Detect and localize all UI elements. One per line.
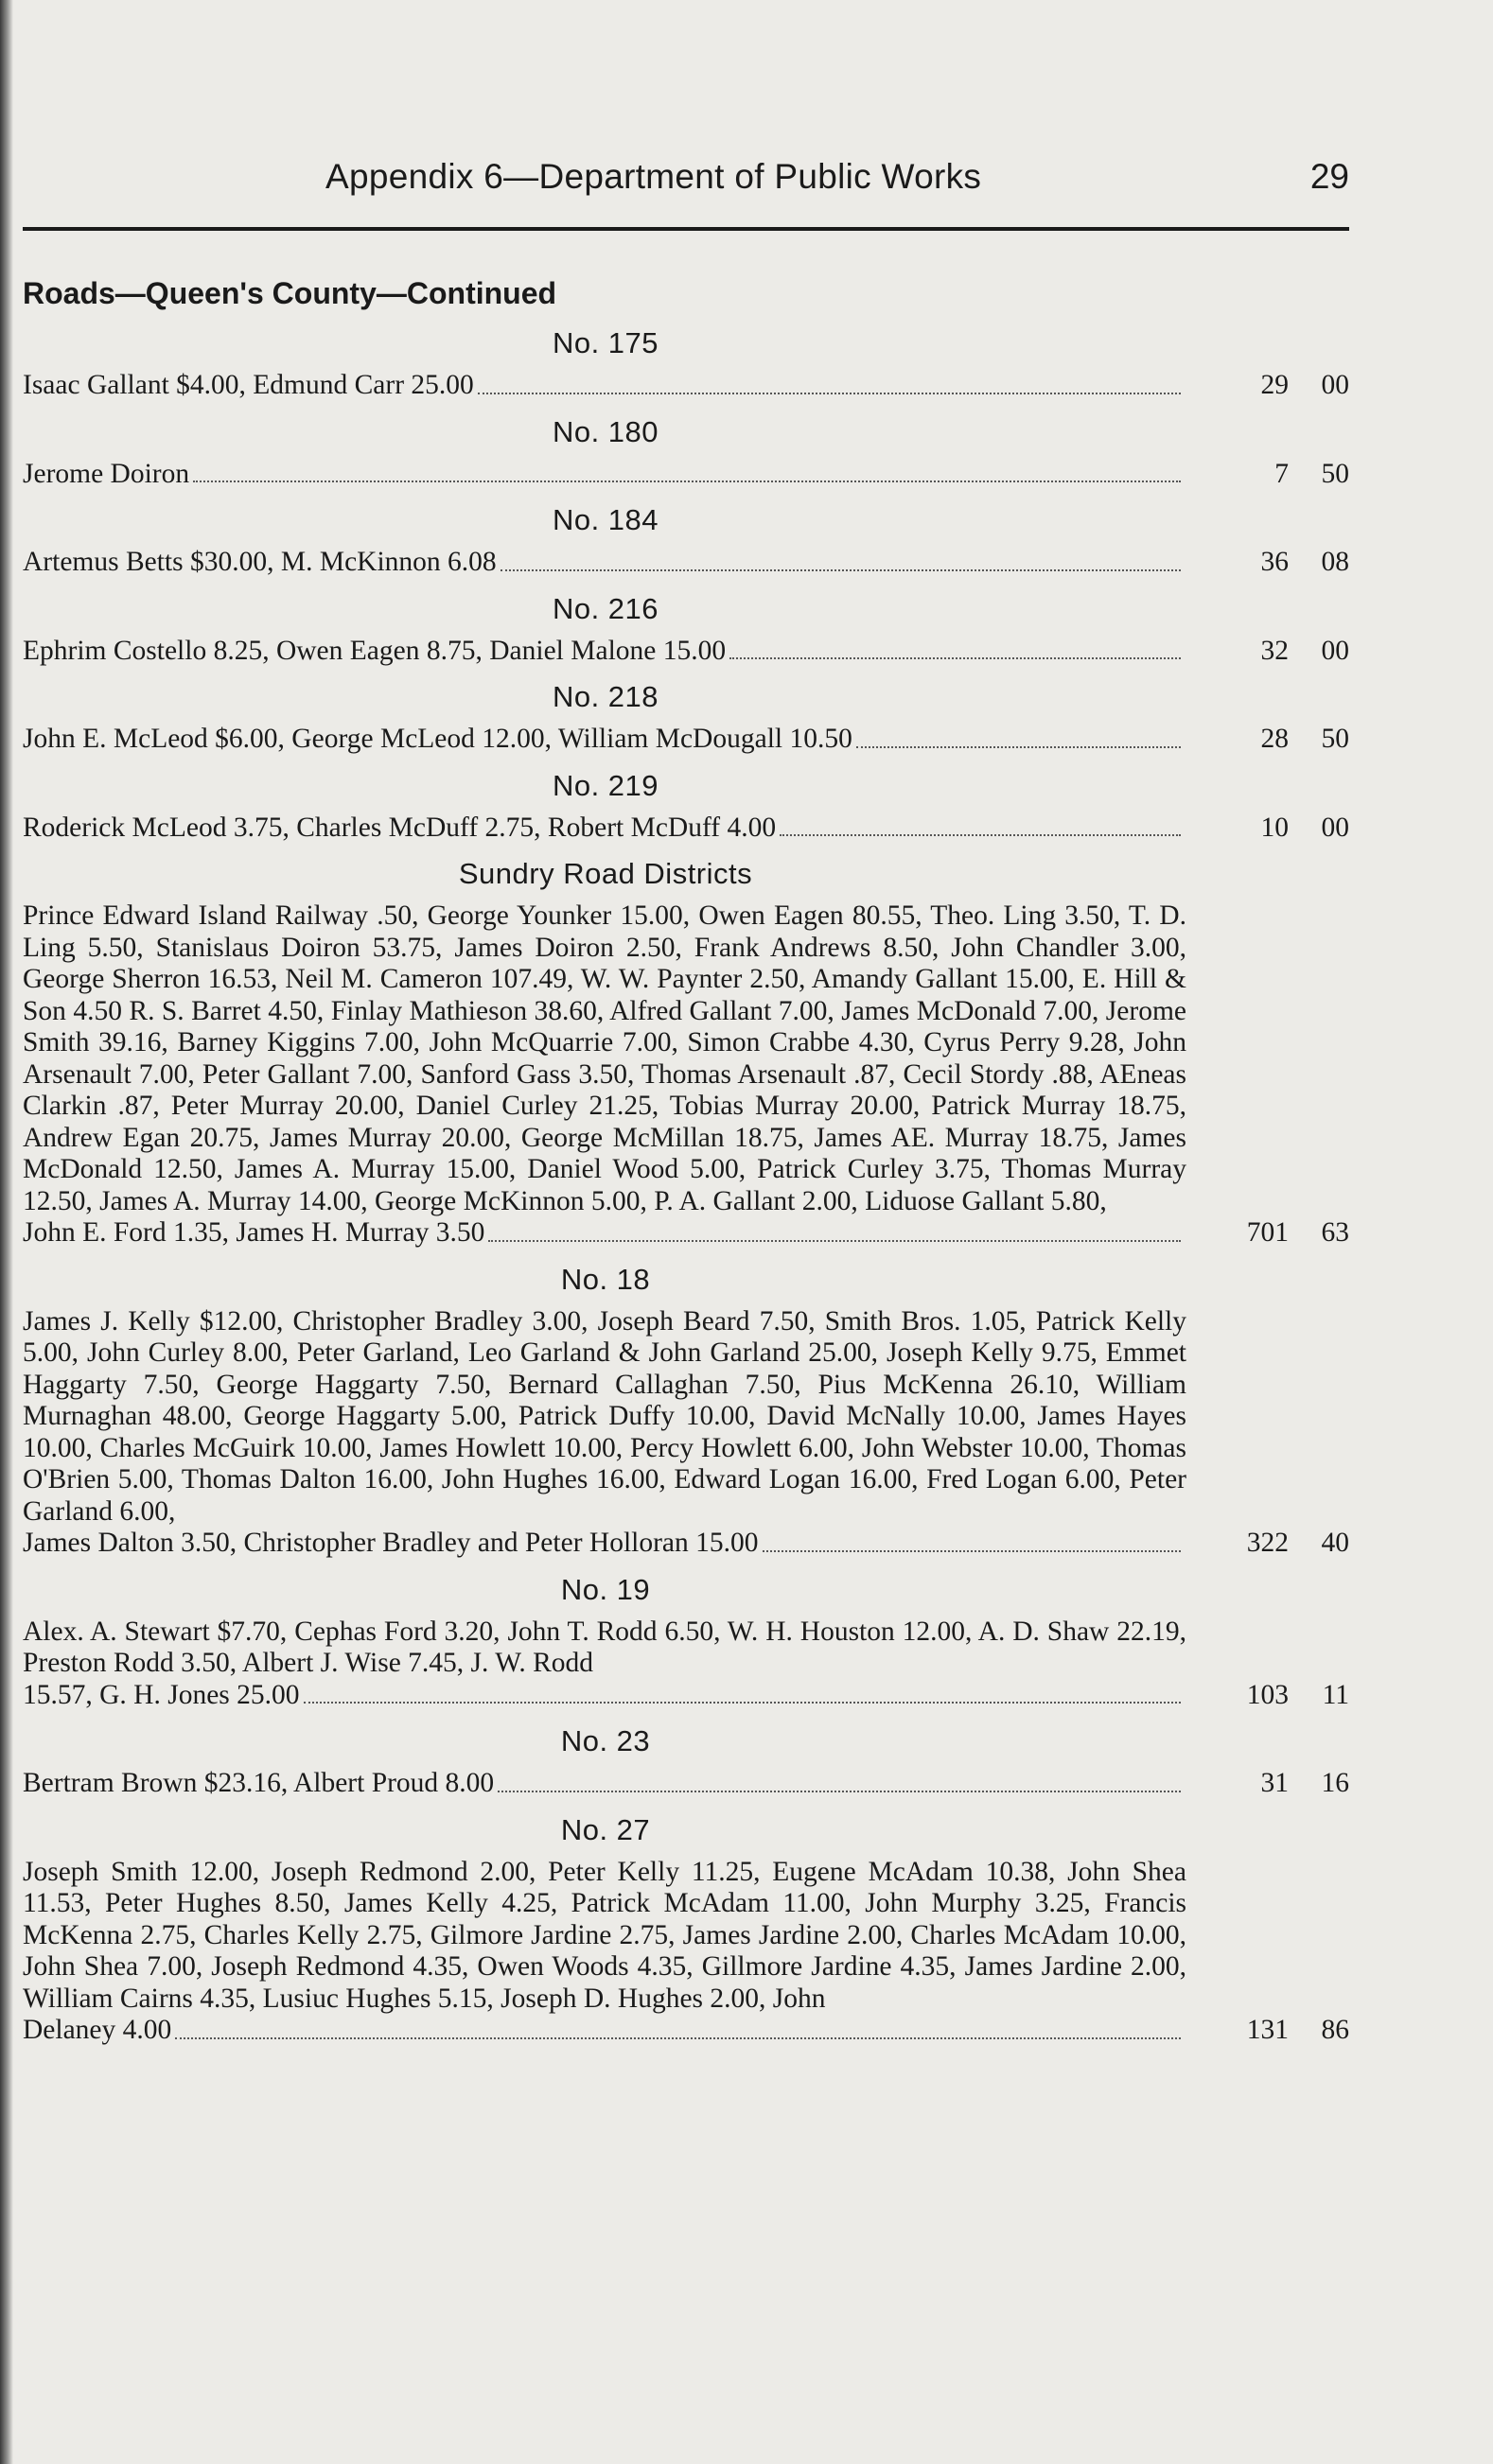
entry-last-line bbox=[23, 1680, 1186, 1712]
entry-amount bbox=[1186, 1528, 1349, 1560]
ledger-entry bbox=[23, 459, 1349, 491]
amount-cents: 00 bbox=[1321, 635, 1349, 666]
ledger-entry bbox=[23, 547, 1349, 579]
district-heading: No. 184 bbox=[552, 503, 659, 536]
entry-last-text: 15.57, G. H. Jones 25.00 bbox=[23, 1679, 300, 1710]
amount-dollars: 36 bbox=[1260, 547, 1289, 577]
dot-leader bbox=[501, 568, 1181, 571]
district-group bbox=[23, 415, 1349, 491]
page-header bbox=[23, 151, 1349, 208]
entry-line bbox=[23, 547, 1186, 579]
district-heading: No. 219 bbox=[552, 768, 659, 802]
ledger-entry bbox=[23, 1616, 1349, 1712]
entry-last-line bbox=[23, 1217, 1186, 1249]
entry-paragraph bbox=[23, 1616, 1186, 1712]
entry-paragraph bbox=[23, 1857, 1186, 2047]
amount-cents: 50 bbox=[1321, 458, 1349, 489]
entry-line bbox=[23, 370, 1186, 402]
entry-text: Ephrim Costello 8.25, Owen Eagen 8.75, Daniel Malone 15.00 bbox=[23, 635, 727, 666]
entry-amount bbox=[1186, 547, 1349, 579]
ledger-entry bbox=[23, 1768, 1349, 1800]
district-group bbox=[23, 1573, 1349, 1712]
entry-last-text: John E. Ford 1.35, James H. Murray 3.50 bbox=[23, 1217, 485, 1248]
document-body bbox=[23, 276, 1349, 2060]
ledger-entry bbox=[23, 370, 1349, 402]
dot-leader bbox=[193, 480, 1181, 482]
entry-amount bbox=[1186, 2015, 1349, 2047]
amount-cents: 08 bbox=[1321, 547, 1349, 577]
entry-line bbox=[23, 724, 1186, 756]
district-group bbox=[23, 857, 1349, 1249]
amount-dollars: 10 bbox=[1260, 812, 1289, 843]
amount-dollars: 701 bbox=[1246, 1217, 1289, 1248]
entry-text: Isaac Gallant $4.00, Edmund Carr 25.00 bbox=[23, 370, 474, 400]
amount-dollars: 32 bbox=[1260, 635, 1289, 666]
entry-amount bbox=[1186, 370, 1349, 402]
entry-line bbox=[23, 813, 1186, 845]
entry-amount bbox=[1186, 636, 1349, 668]
entry-line bbox=[23, 459, 1186, 491]
entry-amount bbox=[1186, 813, 1349, 845]
dot-leader bbox=[498, 1790, 1181, 1792]
amount-dollars: 103 bbox=[1246, 1679, 1289, 1710]
entry-last-line bbox=[23, 2015, 1186, 2047]
ledger-entry bbox=[23, 900, 1349, 1249]
district-group bbox=[23, 592, 1349, 668]
amount-dollars: 322 bbox=[1246, 1528, 1289, 1558]
section-title: Roads—Queen's County—Continued bbox=[23, 276, 557, 310]
district-heading: No. 218 bbox=[552, 680, 659, 713]
amount-dollars: 131 bbox=[1246, 2015, 1289, 2045]
entry-last-line bbox=[23, 1528, 1186, 1560]
district-group bbox=[23, 680, 1349, 756]
entry-paragraph bbox=[23, 1306, 1186, 1560]
entry-amount bbox=[1186, 724, 1349, 756]
entry-amount bbox=[1186, 1217, 1349, 1249]
dot-leader bbox=[304, 1701, 1181, 1704]
road-district-groups bbox=[23, 326, 1349, 2047]
dot-leader bbox=[729, 656, 1181, 659]
page-edge-shadow bbox=[0, 0, 13, 2464]
amount-dollars: 29 bbox=[1260, 370, 1289, 400]
dot-leader bbox=[175, 2036, 1181, 2039]
dot-leader bbox=[478, 392, 1181, 394]
dot-leader bbox=[488, 1239, 1181, 1242]
amount-dollars: 28 bbox=[1260, 724, 1289, 754]
amount-cents: 40 bbox=[1321, 1528, 1349, 1558]
district-group bbox=[23, 1724, 1349, 1800]
entry-line bbox=[23, 1768, 1186, 1800]
district-group bbox=[23, 1263, 1349, 1560]
ledger-entry bbox=[23, 1306, 1349, 1560]
district-heading: Sundry Road Districts bbox=[458, 857, 753, 890]
entry-line bbox=[23, 636, 1186, 668]
district-heading: No. 216 bbox=[552, 591, 659, 625]
ledger-entry bbox=[23, 813, 1349, 845]
entry-text: Jerome Doiron bbox=[23, 458, 190, 489]
entry-last-text: James Dalton 3.50, Christopher Bradley and Peter Holloran 15.00 bbox=[23, 1528, 759, 1558]
amount-cents: 50 bbox=[1321, 724, 1349, 754]
entry-body-text: Alex. A. Stewart $7.70, Cephas Ford 3.20, John T. Rodd 6.50, W. H. Houston 12.00, A. D. Shaw 22.19, Preston Rodd 3.50, Albert J. Wise 7.45, J. W. Rodd bbox=[23, 1616, 1186, 1678]
amount-cents: 00 bbox=[1321, 812, 1349, 843]
dot-leader bbox=[780, 833, 1181, 836]
district-heading: No. 18 bbox=[560, 1262, 651, 1296]
entry-text: Bertram Brown $23.16, Albert Proud 8.00 bbox=[23, 1768, 495, 1798]
entry-body-text: Joseph Smith 12.00, Joseph Redmond 2.00, Peter Kelly 11.25, Eugene McAdam 10.38, John Shea 11.53, Peter Hughes 8.50, James Kelly 4.25, Patrick McAdam 11.00, John Murphy 3.25, Francis McKenna 2.75, Charles Kelly 2.75, Gilmore Jardine 2.75, James Jardine 2.00, Charles McAdam 10.00, John Shea 7.00, Joseph Redmond 4.35, Owen Woods 4.35, Gillmore Jardine 4.35, James Jardine 2.00, William Cairns 4.35, Lusiuc Hughes 5.15, Joseph D. Hughes 2.00, John bbox=[23, 1856, 1186, 2014]
district-heading: No. 23 bbox=[560, 1724, 651, 1757]
district-group bbox=[23, 503, 1349, 579]
dot-leader bbox=[856, 745, 1181, 748]
ledger-entry bbox=[23, 636, 1349, 668]
amount-dollars: 7 bbox=[1274, 458, 1289, 489]
entry-amount bbox=[1186, 1680, 1349, 1712]
amount-cents: 63 bbox=[1321, 1217, 1349, 1248]
page-number: 29 bbox=[1309, 157, 1349, 196]
amount-cents: 11 bbox=[1322, 1679, 1349, 1710]
entry-text: Roderick McLeod 3.75, Charles McDuff 2.75, Robert McDuff 4.00 bbox=[23, 812, 777, 843]
amount-dollars: 31 bbox=[1260, 1768, 1289, 1798]
ledger-entry bbox=[23, 724, 1349, 756]
district-group bbox=[23, 769, 1349, 845]
entry-text: John E. McLeod $6.00, George McLeod 12.00, William McDougall 10.50 bbox=[23, 724, 852, 754]
amount-cents: 16 bbox=[1321, 1768, 1349, 1798]
entry-amount bbox=[1186, 459, 1349, 491]
ledger-entry bbox=[23, 1857, 1349, 2047]
district-heading: No. 27 bbox=[560, 1812, 651, 1846]
entry-body-text: James J. Kelly $12.00, Christopher Bradley 3.00, Joseph Beard 7.50, Smith Bros. 1.05, Patrick Kelly 5.00, John Curley 8.00, Peter Garland, Leo Garland & John Garland 25.00, Joseph Kelly 9.75, Emmet Haggarty 7.50, George Haggarty 7.50, Bernard Callaghan 7.50, Pius McKenna 26.10, William Murnaghan 48.00, George Haggarty 5.00, Patrick Duffy 10.00, David McNally 10.00, James Hayes 10.00, Charles McGuirk 10.00, James Howlett 10.00, Percy Howlett 6.00, John Webster 10.00, Thomas O'Brien 5.00, Thomas Dalton 16.00, John Hughes 16.00, Edward Logan 16.00, Fred Logan 6.00, Peter Garland 6.00, bbox=[23, 1305, 1186, 1527]
entry-body-text: Prince Edward Island Railway .50, George Younker 15.00, Owen Eagen 80.55, Theo. Ling 3.50, T. D. Ling 5.50, Stanislaus Doiron 53.75, James Doiron 2.50, Frank Andrews 8.50, John Chandler 3.00, George Sherron 16.53, Neil M. Cameron 107.49, W. W. Paynter 2.50, Amandy Gallant 15.00, E. Hill & Son 4.50 R. S. Barret 4.50, Finlay Mathieson 38.60, Alfred Gallant 7.00, James McDonald 7.00, Jerome Smith 39.16, Barney Kiggins 7.00, John McQuarrie 7.00, Simon Crabbe 4.30, Cyrus Perry 9.28, John Arsenault 7.00, Peter Gallant 7.00, Sanford Gass 3.50, Thomas Arsenault .87, Cecil Stordy .88, AEneas Clarkin .87, Peter Murray 20.00, Daniel Curley 21.25, Tobias Murray 20.00, Patrick Murray 18.75, Andrew Egan 20.75, James Murray 20.00, George McMillan 18.75, James AE. Murray 18.75, James McDonald 12.50, James A. Murray 15.00, Daniel Wood 5.00, Patrick Curley 3.75, Thomas Murray 12.50, James A. Murray 14.00, George McKinnon 5.00, P. A. Gallant 2.00, Liduose Gallant 5.80, bbox=[23, 900, 1186, 1216]
district-group bbox=[23, 1813, 1349, 2047]
entry-paragraph bbox=[23, 900, 1186, 1249]
district-heading: No. 180 bbox=[552, 414, 659, 448]
entry-last-text: Delaney 4.00 bbox=[23, 2015, 172, 2045]
header-title: Appendix 6—Department of Public Works bbox=[325, 157, 982, 196]
amount-cents: 00 bbox=[1321, 370, 1349, 400]
entry-text: Artemus Betts $30.00, M. McKinnon 6.08 bbox=[23, 547, 497, 577]
dot-leader bbox=[763, 1549, 1181, 1552]
amount-cents: 86 bbox=[1321, 2015, 1349, 2045]
entry-amount bbox=[1186, 1768, 1349, 1800]
district-heading: No. 19 bbox=[560, 1572, 651, 1606]
district-heading: No. 175 bbox=[552, 326, 659, 359]
district-group bbox=[23, 326, 1349, 402]
header-rule bbox=[23, 227, 1349, 231]
